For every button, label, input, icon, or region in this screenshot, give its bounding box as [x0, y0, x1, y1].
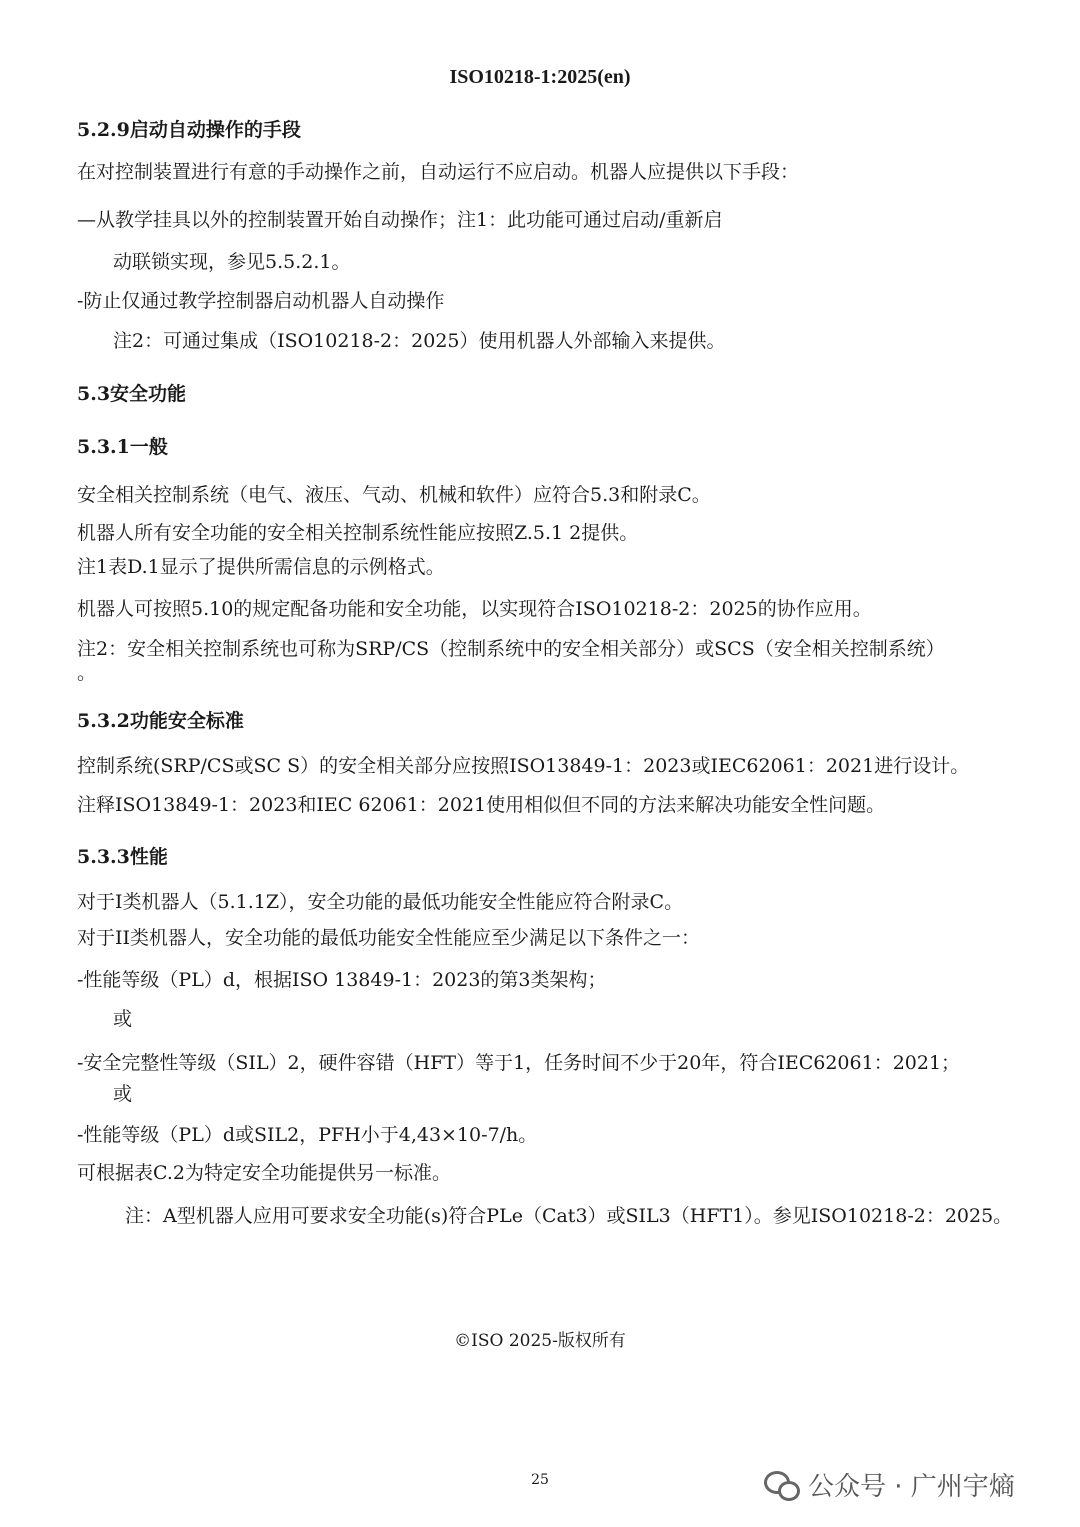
paragraph-line: 机器人可按照5.10的规定配备功能和安全功能，以实现符合ISO10218-2：2025的协作应用。 — [77, 598, 872, 620]
paragraph-line: 控制系统(SRP/CS或SC S）的安全相关部分应按照ISO13849-1：2023或IEC62061：2021进行设计。 — [77, 755, 970, 777]
watermark — [764, 1466, 1015, 1503]
list-item-continuation: 动联锁实现，参见5.5.2.1。 — [113, 251, 351, 273]
list-item: -性能等级（PL）d或SIL2，PFH小于4,43×10-7/h。 — [77, 1124, 538, 1146]
note-line: 注1表D.1显示了提供所需信息的示例格式。 — [77, 556, 445, 578]
note-line: 注2：可通过集成（ISO10218-2：2025）使用机器人外部输入来提供。 — [113, 330, 726, 352]
note-line: 注：A型机器人应用可要求安全功能(s)符合PLe（Cat3）或SIL3（HFT1）。参见ISO10218-2：2025。 — [125, 1205, 1013, 1227]
section-heading-5-3: 5.3安全功能 — [77, 383, 187, 405]
document-header-title: ISO10218-1:2025(en) — [449, 66, 631, 88]
paragraph-line: 对于I类机器人（5.1.1Z），安全功能的最低功能安全性能应符合附录C。 — [77, 891, 684, 913]
list-item: -安全完整性等级（SIL）2，硬件容错（HFT）等于1，任务时间不少于20年，符合IEC62061：2021； — [77, 1052, 961, 1074]
paragraph-line: 在对控制装置进行有意的手动操作之前，自动运行不应启动。机器人应提供以下手段： — [77, 161, 800, 183]
page-number: 25 — [531, 1472, 549, 1488]
connector-word: 或 — [113, 1083, 133, 1105]
connector-word: 或 — [113, 1008, 133, 1030]
note-line: 注2：安全相关控制系统也可称为SRP/CS（控制系统中的安全相关部分）或SCS（安全相关控制系统） — [77, 638, 945, 660]
section-heading-5-3-3: 5.3.3性能 — [77, 846, 168, 868]
list-item: -防止仅通过教学控制器启动机器人自动操作 — [77, 290, 445, 312]
list-item: —从教学挂具以外的控制装置开始自动操作；注1：此功能可通过启动/重新启 — [77, 209, 723, 231]
note-line: 注释ISO13849-1：2023和IEC 62061：2021使用相似但不同的方法来解决功能安全性问题。 — [77, 794, 886, 816]
note-line-continuation: 。 — [77, 662, 97, 684]
watermark-text: 公众号 · 广州宇熵 — [808, 1472, 1015, 1502]
paragraph-line: 机器人所有安全功能的安全相关控制系统性能应按照Z.5.1 2提供。 — [77, 522, 639, 544]
copyright-notice: ©ISO 2025-版权所有 — [454, 1331, 626, 1351]
wechat-icon — [764, 1469, 800, 1501]
section-heading-5-3-1: 5.3.1一般 — [77, 436, 168, 458]
paragraph-line: 对于II类机器人，安全功能的最低功能安全性能应至少满足以下条件之一： — [77, 927, 701, 949]
section-heading-5-2-9: 5.2.9启动自动操作的手段 — [77, 119, 301, 141]
list-item: -性能等级（PL）d，根据ISO 13849-1：2023的第3类架构； — [77, 969, 607, 991]
paragraph-line: 可根据表C.2为特定安全功能提供另一标准。 — [77, 1162, 451, 1184]
section-heading-5-3-2: 5.3.2功能安全标准 — [77, 710, 244, 732]
paragraph-line: 安全相关控制系统（电气、液压、气动、机械和软件）应符合5.3和附录C。 — [77, 484, 711, 506]
